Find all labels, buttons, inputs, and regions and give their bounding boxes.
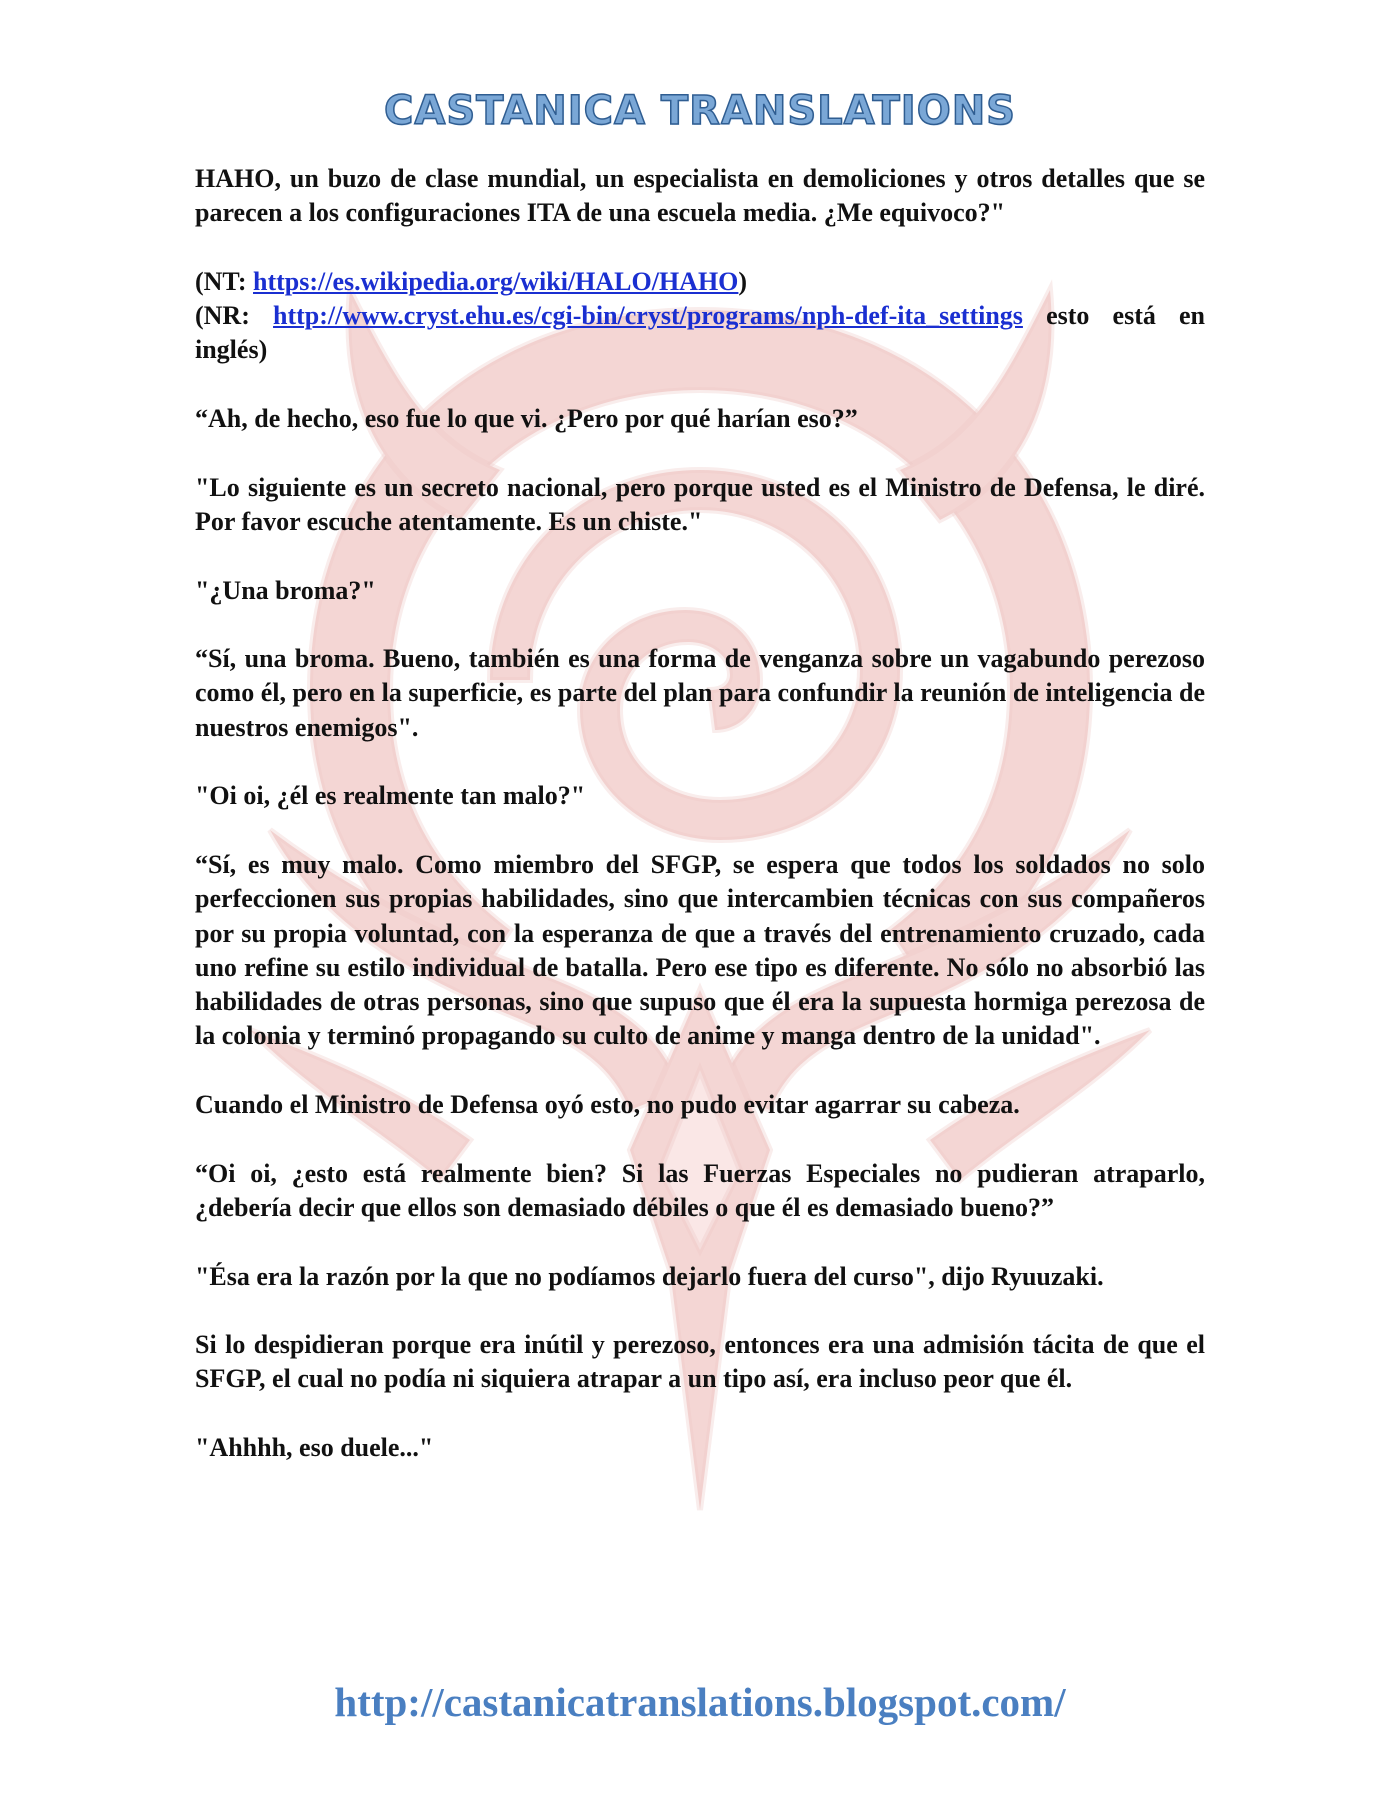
note-2-suffix: esto está en inglés)	[195, 301, 1205, 365]
footer-blog-link[interactable]: http://castanicatranslations.blogspot.com/	[334, 1679, 1066, 1725]
paragraph-1: HAHO, un buzo de clase mundial, un especialista en demoliciones y otros detalles que se parecen a los configuraciones ITA de una escuela media. ¿Me equivoco?"	[195, 164, 1205, 228]
paragraph-3: "Lo siguiente es un secreto nacional, pero porque usted es el Ministro de Defensa, le diré. Por favor escuche atentamente. Es un chiste."	[195, 472, 1205, 536]
note-1-prefix: (NT:	[195, 266, 254, 296]
note-1-link[interactable]: https://es.wikipedia.org/wiki/HALO/HAHO	[253, 266, 739, 296]
page-footer	[0, 1678, 1400, 1726]
paragraph-10: "Ésa era la razón por la que no podíamos dejarlo fuera del curso", dijo Ryuuzaki.	[195, 1261, 1104, 1291]
note-2-prefix: (NR:	[195, 301, 274, 331]
translator-note-2	[195, 299, 1205, 368]
paragraph-9: “Oi oi, ¿esto está realmente bien? Si las Fuerzas Especiales no pudieran atraparlo, ¿debería decir que ellos son demasiado débiles o que él es demasiado bueno?”	[195, 1158, 1205, 1222]
paragraph-4: "¿Una broma?"	[195, 575, 376, 605]
paragraph-8: Cuando el Ministro de Defensa oyó esto, no pudo evitar agarrar su cabeza.	[195, 1090, 1020, 1120]
paragraph-2: “Ah, de hecho, eso fue lo que vi. ¿Pero por qué harían eso?”	[195, 404, 858, 434]
paragraph-11: Si lo despidieran porque era inútil y perezoso, entonces era una admisión tácita de que el SFGP, el cual no podía ni siquiera atrapar a un tipo así, era incluso peor que él.	[195, 1330, 1205, 1394]
paragraph-12: "Ahhhh, eso duele..."	[195, 1432, 434, 1462]
note-1-suffix: )	[738, 266, 748, 296]
paragraph-7: “Sí, es muy malo. Como miembro del SFGP, se espera que todos los soldados no solo perfeccionen sus propias habilidades, sino que intercambien técnicas con sus compañeros por su propia voluntad, con la esperanza de que a través del entrenamiento cruzado, cada uno refine su estilo individual de batalla. Pero ese tipo es diferente. No sólo no absorbió las habilidades de otras personas, sino que supuso que él era la supuesta hormiga perezosa de la colonia y terminó propagando su culto de anime y manga dentro de la unidad".	[195, 849, 1205, 1051]
page-header	[0, 88, 1400, 134]
note-2-link[interactable]: http://www.cryst.ehu.es/cgi-bin/cryst/programs/nph-def-ita_settings	[273, 301, 1023, 331]
page-title: CASTANICA TRANSLATIONS	[384, 88, 1016, 134]
paragraph-6: "Oi oi, ¿él es realmente tan malo?"	[195, 781, 586, 811]
paragraph-5: “Sí, una broma. Bueno, también es una forma de venganza sobre un vagabundo perezoso como él, pero en la superficie, es parte del plan para confundir la reunión de inteligencia de nuestros enemigos".	[195, 644, 1205, 742]
translator-note-1	[195, 265, 1205, 299]
document-body	[195, 162, 1205, 1500]
